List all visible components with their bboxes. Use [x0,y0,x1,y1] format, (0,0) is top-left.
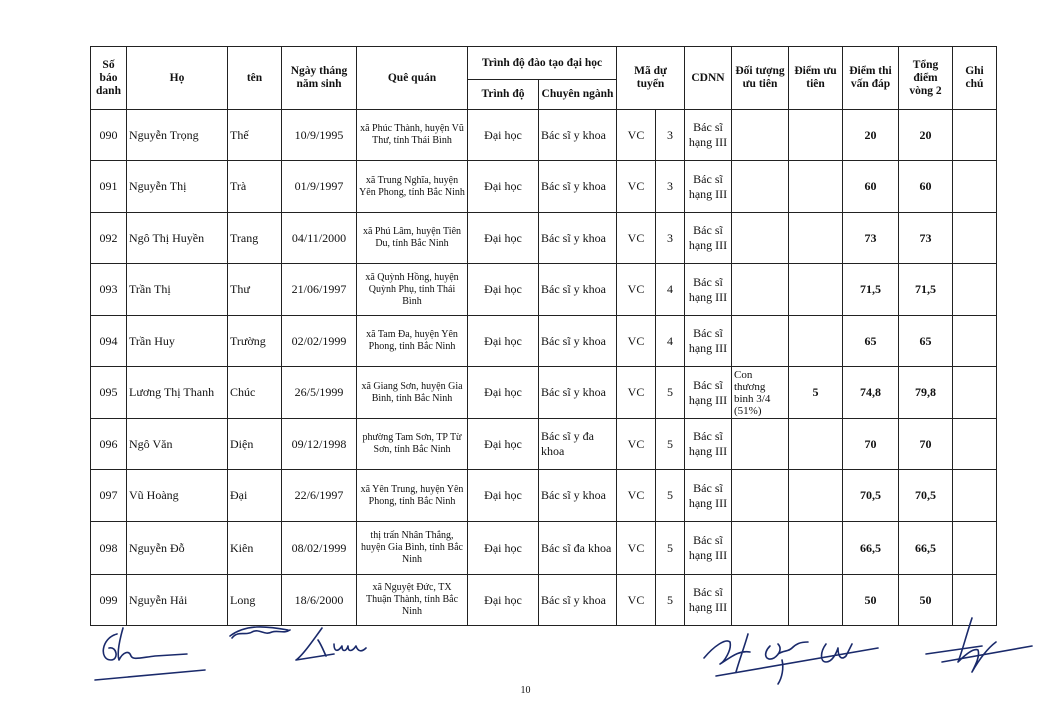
cell-ma-du-tuyen-2: 3 [656,213,685,264]
cell-diem-thi: 50 [843,575,899,626]
cell-ten: Diện [228,419,282,470]
signature-1-icon [95,626,235,686]
cell-cdnn: Bác sĩ hạng III [685,161,732,213]
cell-diem-uu-tien: 5 [789,367,843,419]
cell-ten: Thế [228,110,282,161]
cell-diem-thi: 66,5 [843,522,899,575]
cell-diem-uu-tien [789,522,843,575]
cell-tong-diem: 70 [899,419,953,470]
cell-tong-diem: 73 [899,213,953,264]
cell-diem-uu-tien [789,161,843,213]
cell-ma-du-tuyen-1: VC [617,264,656,316]
cell-ma-du-tuyen-2: 3 [656,110,685,161]
cell-ten: Thư [228,264,282,316]
cell-dob: 10/9/1995 [282,110,357,161]
cell-ma-du-tuyen-1: VC [617,110,656,161]
cell-chuyen-nganh: Bác sĩ y khoa [539,213,617,264]
table-row [91,419,997,470]
cell-trinh-do: Đại học [468,522,539,575]
cell-ma-du-tuyen-1: VC [617,316,656,367]
results-table [90,46,997,626]
cell-doi-tuong [732,264,789,316]
cell-diem-thi: 70,5 [843,470,899,522]
cell-chuyen-nganh: Bác sĩ đa khoa [539,522,617,575]
cell-chuyen-nganh: Bác sĩ y khoa [539,264,617,316]
cell-ghi-chu [953,213,997,264]
cell-sbd: 094 [91,316,127,367]
cell-dob: 01/9/1997 [282,161,357,213]
header-que-quan: Quê quán [357,47,468,110]
cell-diem-thi: 70 [843,419,899,470]
cell-diem-thi: 73 [843,213,899,264]
cell-doi-tuong [732,316,789,367]
cell-diem-thi: 60 [843,161,899,213]
cell-tong-diem: 71,5 [899,264,953,316]
cell-diem-uu-tien [789,110,843,161]
header-ngay-sinh: Ngày tháng năm sinh [282,47,357,110]
table-row [91,470,997,522]
cell-trinh-do: Đại học [468,419,539,470]
cell-dob: 18/6/2000 [282,575,357,626]
cell-ho: Vũ Hoàng [127,470,228,522]
cell-cdnn: Bác sĩ hạng III [685,264,732,316]
header-cdnn: CDNN [685,47,732,110]
cell-ma-du-tuyen-2: 5 [656,470,685,522]
cell-ten: Trang [228,213,282,264]
cell-que-quan: phường Tam Sơn, TP Từ Sơn, tỉnh Bắc Ninh [357,419,468,470]
cell-chuyen-nganh: Bác sĩ y khoa [539,110,617,161]
table-row [91,213,997,264]
cell-diem-uu-tien [789,316,843,367]
cell-ho: Nguyễn Hải [127,575,228,626]
signature-4-icon [922,612,1042,692]
cell-trinh-do: Đại học [468,110,539,161]
cell-ma-du-tuyen-2: 4 [656,264,685,316]
table-row [91,110,997,161]
cell-diem-uu-tien [789,575,843,626]
cell-cdnn: Bác sĩ hạng III [685,419,732,470]
page-number: 10 [520,685,531,696]
cell-sbd: 093 [91,264,127,316]
cell-doi-tuong [732,575,789,626]
header-ma-du-tuyen: Mã dự tuyển [617,47,685,110]
cell-cdnn: Bác sĩ hạng III [685,110,732,161]
cell-sbd: 092 [91,213,127,264]
cell-sbd: 090 [91,110,127,161]
cell-chuyen-nganh: Bác sĩ y khoa [539,367,617,419]
table-row [91,316,997,367]
cell-cdnn: Bác sĩ hạng III [685,470,732,522]
header-diem-thi: Điểm thi vấn đáp [843,47,899,110]
cell-ten: Chúc [228,367,282,419]
cell-diem-uu-tien [789,470,843,522]
cell-que-quan: xã Phú Lâm, huyện Tiên Du, tỉnh Bắc Ninh [357,213,468,264]
cell-sbd: 099 [91,575,127,626]
cell-sbd: 095 [91,367,127,419]
cell-diem-thi: 65 [843,316,899,367]
cell-que-quan: thị trấn Nhân Thắng, huyện Gia Bình, tỉnh Bắc Ninh [357,522,468,575]
cell-ma-du-tuyen-2: 5 [656,522,685,575]
cell-cdnn: Bác sĩ hạng III [685,213,732,264]
cell-dob: 04/11/2000 [282,213,357,264]
cell-doi-tuong [732,522,789,575]
signature-3-icon [700,628,900,688]
cell-dob: 08/02/1999 [282,522,357,575]
cell-ma-du-tuyen-1: VC [617,575,656,626]
cell-tong-diem: 65 [899,316,953,367]
signature-2-icon [226,622,396,672]
cell-doi-tuong [732,213,789,264]
cell-ma-du-tuyen-2: 5 [656,367,685,419]
cell-tong-diem: 60 [899,161,953,213]
cell-dob: 26/5/1999 [282,367,357,419]
cell-diem-uu-tien [789,213,843,264]
cell-diem-uu-tien [789,264,843,316]
header-sbd: Số báo danh [91,47,127,110]
cell-ma-du-tuyen-1: VC [617,367,656,419]
header-trinh-do: Trình độ [468,80,539,110]
cell-que-quan: xã Phúc Thành, huyện Vũ Thư, tỉnh Thái Bình [357,110,468,161]
cell-dob: 21/06/1997 [282,264,357,316]
cell-ho: Ngô Văn [127,419,228,470]
cell-ho: Nguyễn Thị [127,161,228,213]
cell-ho: Ngô Thị Huyền [127,213,228,264]
header-trinh-do-group: Trình độ đào tạo đại học [468,47,617,80]
cell-diem-thi: 74,8 [843,367,899,419]
table-header [91,47,997,110]
cell-tong-diem: 50 [899,575,953,626]
table-row [91,161,997,213]
header-ho: Họ [127,47,228,110]
cell-cdnn: Bác sĩ hạng III [685,522,732,575]
header-doi-tuong: Đối tượng ưu tiên [732,47,789,110]
cell-doi-tuong [732,110,789,161]
cell-cdnn: Bác sĩ hạng III [685,575,732,626]
cell-que-quan: xã Trung Nghĩa, huyện Yên Phong, tỉnh Bắc Ninh [357,161,468,213]
header-tong-diem: Tổng điểm vòng 2 [899,47,953,110]
cell-dob: 02/02/1999 [282,316,357,367]
cell-ghi-chu [953,264,997,316]
cell-ghi-chu [953,470,997,522]
cell-tong-diem: 66,5 [899,522,953,575]
header-diem-uu-tien: Điểm ưu tiên [789,47,843,110]
table-row [91,575,997,626]
cell-que-quan: xã Nguyệt Đức, TX Thuận Thành, tỉnh Bắc Ninh [357,575,468,626]
cell-trinh-do: Đại học [468,316,539,367]
cell-doi-tuong [732,470,789,522]
cell-ten: Kiên [228,522,282,575]
cell-ghi-chu [953,110,997,161]
cell-ho: Nguyễn Trọng [127,110,228,161]
cell-sbd: 097 [91,470,127,522]
cell-chuyen-nganh: Bác sĩ y khoa [539,161,617,213]
cell-trinh-do: Đại học [468,161,539,213]
cell-trinh-do: Đại học [468,470,539,522]
cell-ten: Trà [228,161,282,213]
cell-ho: Trần Huy [127,316,228,367]
cell-cdnn: Bác sĩ hạng III [685,367,732,419]
cell-chuyen-nganh: Bác sĩ y khoa [539,316,617,367]
cell-ma-du-tuyen-2: 3 [656,161,685,213]
table-body [91,110,997,626]
cell-que-quan: xã Tam Đa, huyện Yên Phong, tỉnh Bắc Ninh [357,316,468,367]
cell-tong-diem: 79,8 [899,367,953,419]
cell-trinh-do: Đại học [468,264,539,316]
cell-ho: Lương Thị Thanh [127,367,228,419]
cell-diem-uu-tien [789,419,843,470]
cell-que-quan: xã Giang Sơn, huyện Gia Bình, tỉnh Bắc Ninh [357,367,468,419]
cell-trinh-do: Đại học [468,213,539,264]
header-ghi-chu: Ghi chú [953,47,997,110]
cell-doi-tuong [732,161,789,213]
cell-cdnn: Bác sĩ hạng III [685,316,732,367]
cell-sbd: 098 [91,522,127,575]
cell-ghi-chu [953,419,997,470]
cell-ma-du-tuyen-2: 4 [656,316,685,367]
header-chuyen-nganh: Chuyên ngành [539,80,617,110]
cell-sbd: 091 [91,161,127,213]
cell-dob: 09/12/1998 [282,419,357,470]
cell-ghi-chu [953,367,997,419]
cell-tong-diem: 20 [899,110,953,161]
cell-chuyen-nganh: Bác sĩ y khoa [539,470,617,522]
cell-que-quan: xã Quỳnh Hồng, huyện Quỳnh Phụ, tỉnh Thái Bình [357,264,468,316]
cell-ma-du-tuyen-1: VC [617,161,656,213]
cell-doi-tuong: Con thương binh 3/4 (51%) [732,367,789,419]
header-ten: tên [228,47,282,110]
cell-ma-du-tuyen-1: VC [617,419,656,470]
cell-trinh-do: Đại học [468,367,539,419]
cell-chuyen-nganh: Bác sĩ y khoa [539,575,617,626]
cell-ma-du-tuyen-1: VC [617,522,656,575]
cell-que-quan: xã Yên Trung, huyện Yên Phong, tỉnh Bắc Ninh [357,470,468,522]
cell-trinh-do: Đại học [468,575,539,626]
cell-tong-diem: 70,5 [899,470,953,522]
cell-chuyen-nganh: Bác sĩ y đa khoa [539,419,617,470]
cell-ghi-chu [953,316,997,367]
cell-ma-du-tuyen-2: 5 [656,575,685,626]
cell-diem-thi: 71,5 [843,264,899,316]
cell-ma-du-tuyen-1: VC [617,213,656,264]
table-row [91,367,997,419]
cell-ho: Nguyễn Đỗ [127,522,228,575]
table-row [91,264,997,316]
cell-ma-du-tuyen-2: 5 [656,419,685,470]
cell-ho: Trần Thị [127,264,228,316]
cell-ma-du-tuyen-1: VC [617,470,656,522]
cell-ten: Long [228,575,282,626]
cell-sbd: 096 [91,419,127,470]
cell-ten: Trường [228,316,282,367]
cell-ghi-chu [953,522,997,575]
cell-ten: Đại [228,470,282,522]
cell-doi-tuong [732,419,789,470]
table-row [91,522,997,575]
cell-ghi-chu [953,161,997,213]
cell-dob: 22/6/1997 [282,470,357,522]
cell-diem-thi: 20 [843,110,899,161]
